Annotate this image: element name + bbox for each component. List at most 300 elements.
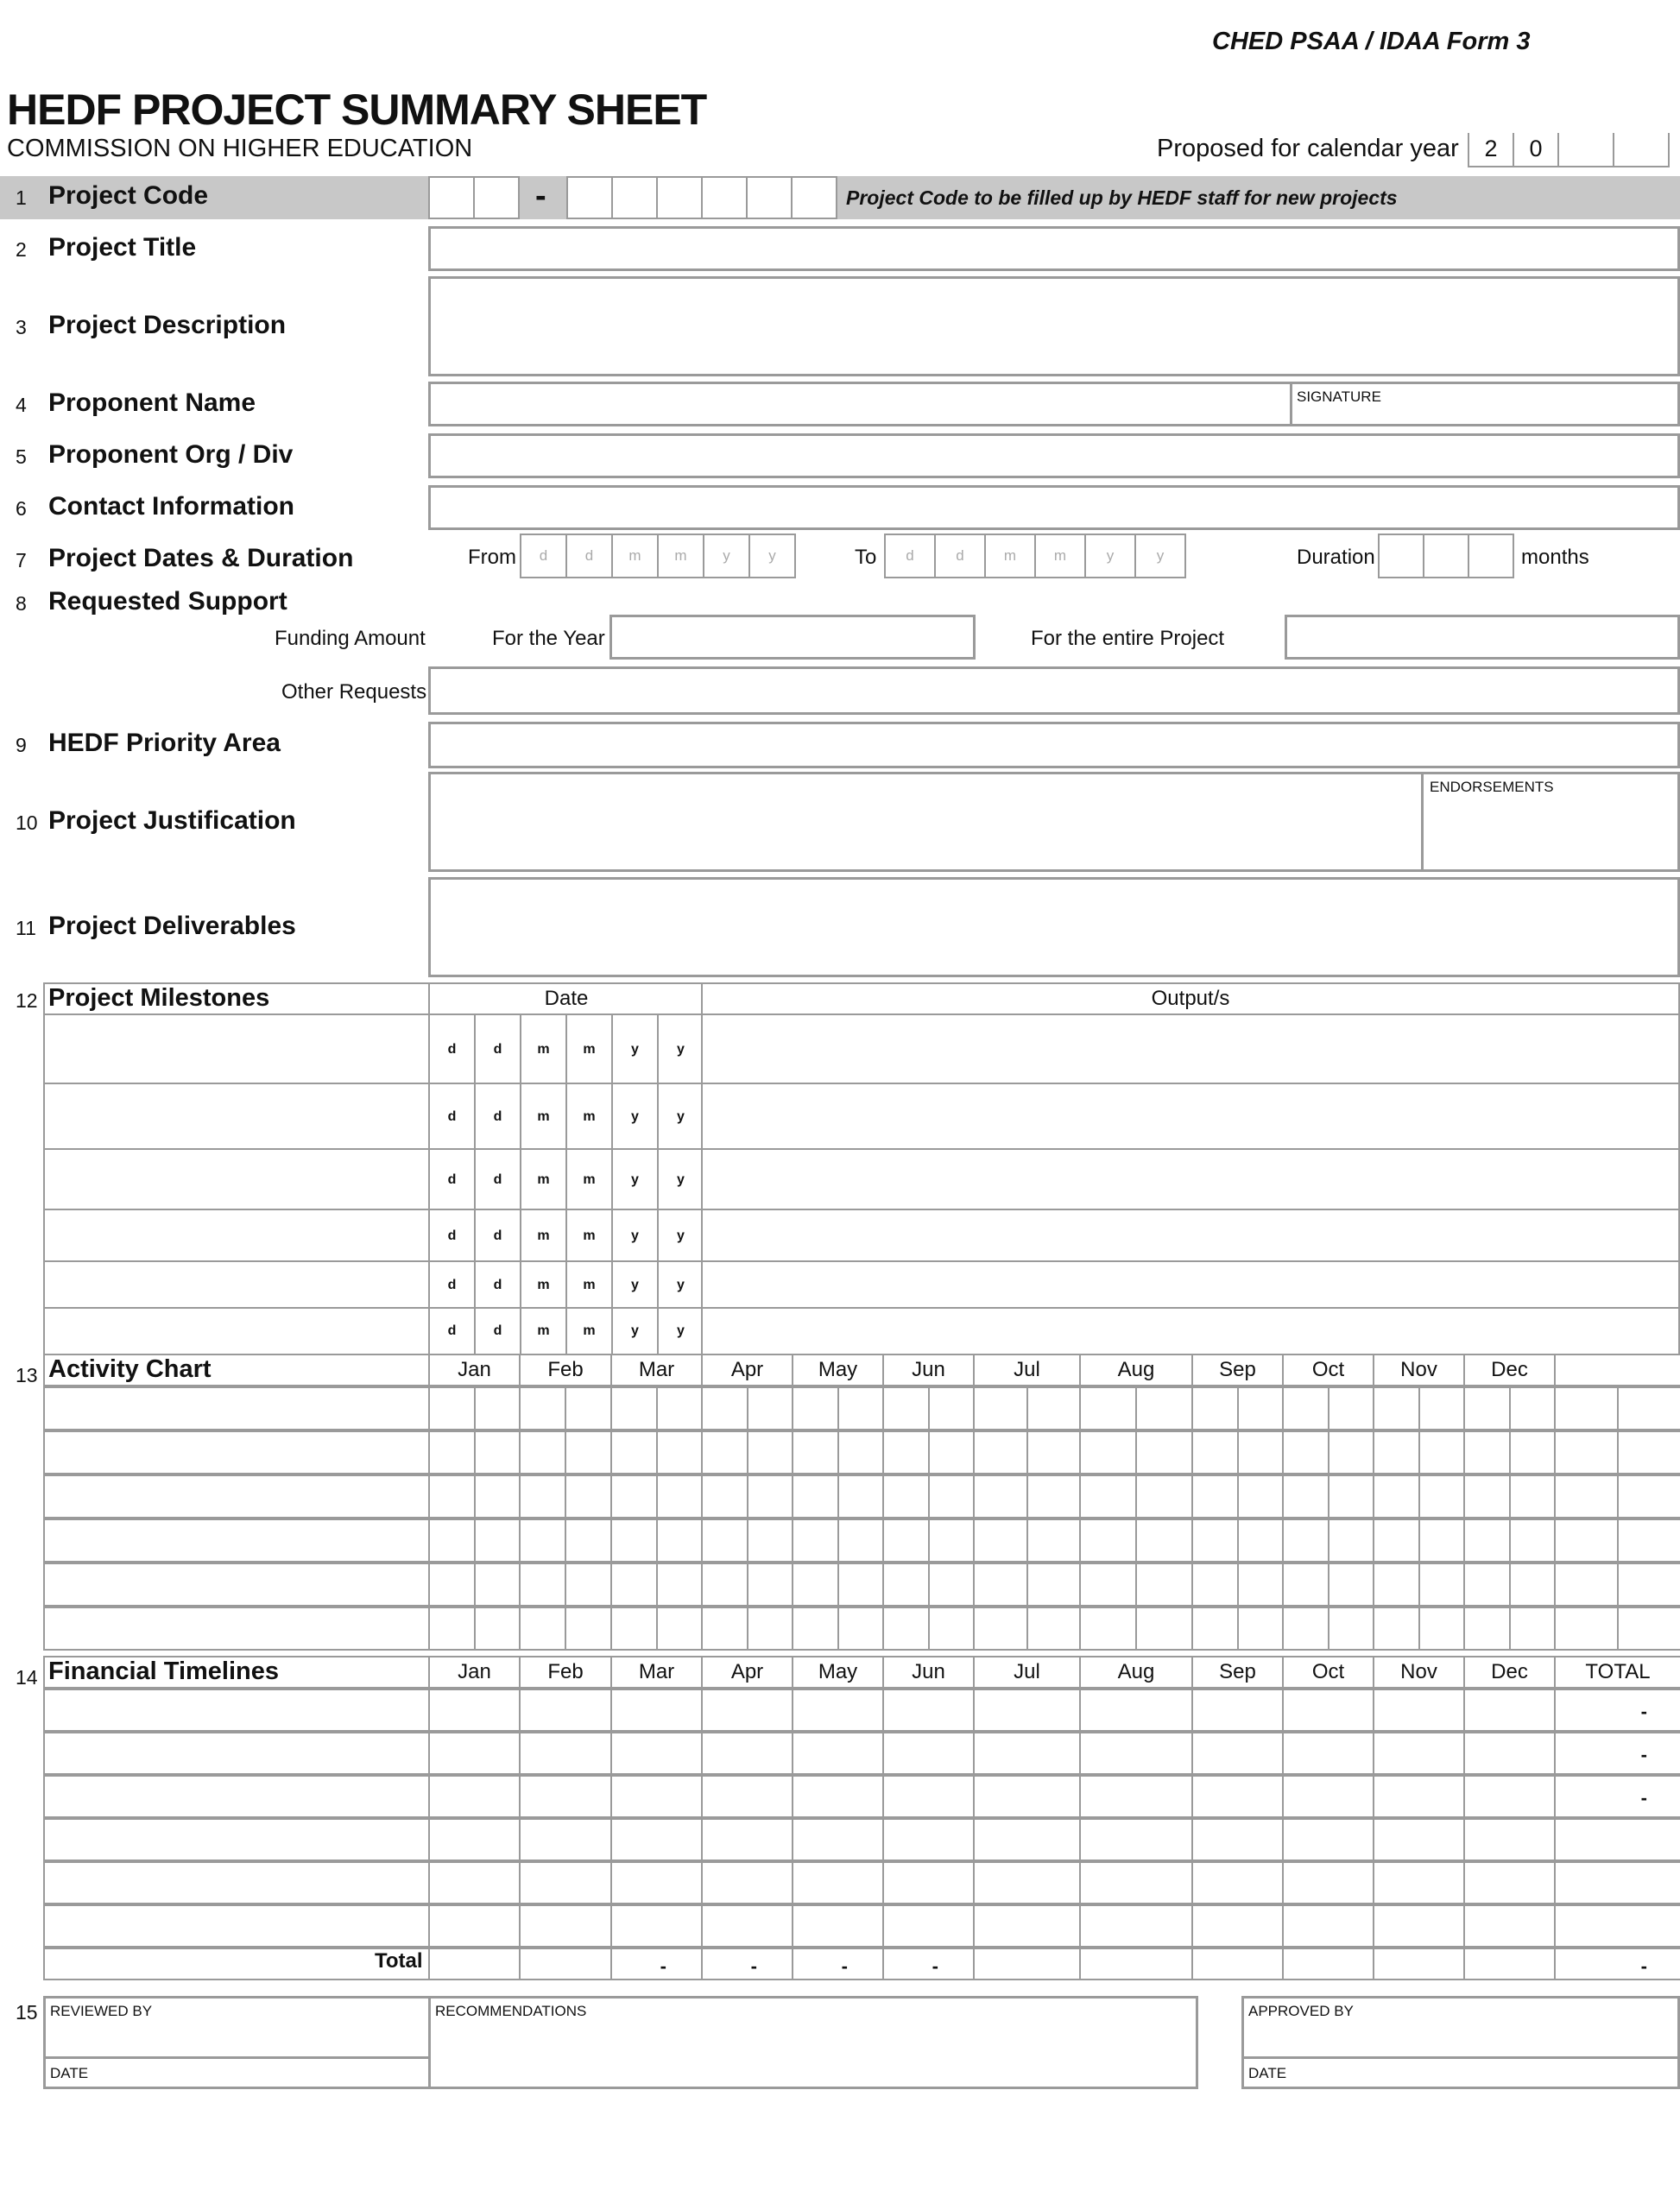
activity-cell[interactable] [474,1607,521,1651]
activity-cell[interactable] [1282,1430,1329,1474]
activity-cell[interactable] [428,1519,476,1563]
milestone-date-digit[interactable]: d [428,1148,476,1212]
activity-cell[interactable] [701,1519,748,1563]
financial-item-input[interactable] [43,1775,432,1818]
activity-cell[interactable] [837,1474,884,1519]
activity-cell[interactable] [1026,1430,1081,1474]
activity-cell[interactable] [792,1519,839,1563]
project-code-digit[interactable] [473,176,520,219]
activity-cell[interactable] [1509,1474,1556,1519]
activity-cell[interactable] [1328,1607,1374,1651]
milestone-date-digit[interactable]: y [657,1148,704,1212]
project-code-digit[interactable] [791,176,837,219]
milestone-output-input[interactable] [701,1209,1680,1264]
milestone-date-digit[interactable]: m [520,1148,567,1212]
duration-digit[interactable] [1468,534,1514,578]
milestone-date-digit[interactable]: y [657,1209,704,1264]
activity-cell[interactable] [565,1474,612,1519]
financial-amount-cell[interactable] [792,1818,884,1861]
activity-cell[interactable] [1282,1474,1329,1519]
activity-cell[interactable] [1373,1563,1420,1607]
financial-amount-cell[interactable] [428,1861,521,1904]
activity-cell[interactable] [1463,1519,1511,1563]
financial-amount-cell[interactable] [428,1732,521,1775]
financial-item-input[interactable] [43,1861,432,1904]
activity-cell[interactable] [882,1607,930,1651]
activity-cell[interactable] [1237,1430,1284,1474]
activity-cell[interactable] [474,1474,521,1519]
financial-amount-cell[interactable] [973,1861,1081,1904]
activity-cell[interactable] [1509,1607,1556,1651]
activity-cell[interactable] [1026,1474,1081,1519]
activity-cell[interactable] [519,1563,566,1607]
milestone-date-digit[interactable]: d [474,1148,521,1212]
activity-cell[interactable] [837,1386,884,1430]
milestone-date-digit[interactable]: d [428,1260,476,1310]
financial-amount-cell[interactable] [701,1732,793,1775]
financial-amount-cell[interactable] [882,1861,975,1904]
activity-cell[interactable] [1418,1607,1465,1651]
activity-name-input[interactable] [43,1474,432,1519]
financial-item-input[interactable] [43,1689,432,1732]
financial-amount-cell[interactable] [519,1861,612,1904]
project-code-digit[interactable] [611,176,658,219]
activity-cell[interactable] [1026,1563,1081,1607]
activity-cell[interactable] [1617,1386,1680,1430]
milestone-name-input[interactable] [43,1307,432,1355]
activity-cell[interactable] [519,1474,566,1519]
project-code-digit[interactable] [566,176,613,219]
calendar-year-digit[interactable] [1613,133,1670,167]
activity-cell[interactable] [928,1386,975,1430]
financial-amount-cell[interactable] [973,1818,1081,1861]
from-date-digit[interactable]: m [657,534,704,578]
financial-amount-cell[interactable] [1373,1904,1465,1948]
activity-cell[interactable] [565,1519,612,1563]
financial-item-input[interactable] [43,1904,432,1948]
financial-amount-cell[interactable] [610,1732,703,1775]
financial-amount-cell[interactable] [1191,1732,1284,1775]
activity-cell[interactable] [656,1386,703,1430]
activity-cell[interactable] [1079,1430,1137,1474]
activity-cell[interactable] [1463,1607,1511,1651]
financial-amount-cell[interactable] [1373,1689,1465,1732]
activity-cell[interactable] [1079,1563,1137,1607]
activity-cell[interactable] [1135,1519,1193,1563]
activity-cell[interactable] [1191,1519,1239,1563]
calendar-year-digit[interactable] [1557,133,1614,167]
activity-cell[interactable] [928,1474,975,1519]
activity-cell[interactable] [1026,1386,1081,1430]
financial-amount-cell[interactable] [973,1904,1081,1948]
financial-amount-cell[interactable] [1373,1775,1465,1818]
activity-cell[interactable] [474,1430,521,1474]
financial-amount-cell[interactable] [1463,1775,1556,1818]
financial-amount-cell[interactable] [882,1689,975,1732]
activity-cell[interactable] [1373,1430,1420,1474]
activity-cell[interactable] [610,1563,658,1607]
milestone-date-digit[interactable]: y [611,1209,659,1264]
activity-cell[interactable] [1328,1563,1374,1607]
activity-cell[interactable] [701,1563,748,1607]
activity-cell[interactable] [701,1430,748,1474]
activity-cell[interactable] [1463,1563,1511,1607]
activity-cell[interactable] [1617,1430,1680,1474]
financial-amount-cell[interactable] [1463,1861,1556,1904]
activity-cell[interactable] [1617,1607,1680,1651]
activity-cell[interactable] [1079,1474,1137,1519]
proponent-org-input[interactable] [428,433,1680,478]
activity-name-input[interactable] [43,1430,432,1474]
activity-cell[interactable] [1373,1474,1420,1519]
activity-cell[interactable] [428,1563,476,1607]
milestone-date-digit[interactable]: y [657,1260,704,1310]
financial-amount-cell[interactable] [428,1818,521,1861]
financial-amount-cell[interactable] [882,1818,975,1861]
activity-cell[interactable] [747,1474,793,1519]
activity-cell[interactable] [565,1386,612,1430]
financial-item-input[interactable] [43,1732,432,1775]
financial-amount-cell[interactable] [701,1818,793,1861]
activity-cell[interactable] [882,1563,930,1607]
project-code-digit[interactable] [701,176,748,219]
activity-cell[interactable] [1135,1563,1193,1607]
milestone-date-digit[interactable]: y [657,1013,704,1086]
activity-cell[interactable] [882,1386,930,1430]
activity-cell[interactable] [1191,1474,1239,1519]
activity-cell[interactable] [1509,1563,1556,1607]
activity-cell[interactable] [1373,1607,1420,1651]
milestone-date-digit[interactable]: y [611,1013,659,1086]
milestone-output-input[interactable] [701,1148,1680,1212]
activity-name-input[interactable] [43,1607,432,1651]
financial-amount-cell[interactable] [610,1689,703,1732]
milestone-output-input[interactable] [701,1013,1680,1086]
activity-cell[interactable] [1418,1386,1465,1430]
activity-cell[interactable] [1079,1519,1137,1563]
activity-cell[interactable] [928,1519,975,1563]
activity-cell[interactable] [1554,1519,1619,1563]
activity-cell[interactable] [1237,1474,1284,1519]
from-date-digit[interactable]: y [748,534,796,578]
activity-name-input[interactable] [43,1563,432,1607]
financial-amount-cell[interactable] [1463,1904,1556,1948]
financial-amount-cell[interactable] [519,1818,612,1861]
activity-cell[interactable] [610,1430,658,1474]
activity-cell[interactable] [837,1563,884,1607]
milestone-date-digit[interactable]: m [565,1260,613,1310]
activity-cell[interactable] [656,1430,703,1474]
project-description-input[interactable] [428,276,1680,376]
milestone-output-input[interactable] [701,1307,1680,1355]
from-date-digit[interactable]: m [611,534,659,578]
activity-cell[interactable] [565,1607,612,1651]
activity-cell[interactable] [1373,1386,1420,1430]
milestone-date-digit[interactable]: m [565,1013,613,1086]
activity-cell[interactable] [837,1430,884,1474]
to-date-digit[interactable]: d [884,534,936,578]
financial-amount-cell[interactable] [1079,1689,1193,1732]
financial-amount-cell[interactable] [1191,1689,1284,1732]
activity-cell[interactable] [928,1607,975,1651]
financial-amount-cell[interactable] [1463,1818,1556,1861]
proponent-name-input[interactable] [428,382,1293,426]
financial-amount-cell[interactable] [610,1904,703,1948]
activity-cell[interactable] [1418,1563,1465,1607]
milestone-name-input[interactable] [43,1260,432,1310]
project-code-digit[interactable] [656,176,703,219]
activity-cell[interactable] [747,1563,793,1607]
financial-amount-cell[interactable] [1282,1689,1374,1732]
activity-cell[interactable] [1282,1607,1329,1651]
financial-amount-cell[interactable] [1079,1818,1193,1861]
activity-cell[interactable] [656,1607,703,1651]
other-requests-input[interactable] [428,666,1680,715]
activity-cell[interactable] [973,1563,1028,1607]
activity-cell[interactable] [1237,1519,1284,1563]
milestone-date-digit[interactable]: m [565,1083,613,1152]
activity-cell[interactable] [1418,1474,1465,1519]
activity-cell[interactable] [1191,1386,1239,1430]
financial-item-input[interactable] [43,1818,432,1861]
financial-amount-cell[interactable] [1373,1861,1465,1904]
from-date-digit[interactable]: d [520,534,567,578]
activity-cell[interactable] [1079,1607,1137,1651]
activity-cell[interactable] [973,1430,1028,1474]
financial-amount-cell[interactable] [1282,1818,1374,1861]
activity-cell[interactable] [519,1607,566,1651]
activity-cell[interactable] [1418,1519,1465,1563]
financial-amount-cell[interactable] [519,1904,612,1948]
activity-cell[interactable] [1079,1386,1137,1430]
milestone-name-input[interactable] [43,1013,432,1086]
milestone-date-digit[interactable]: m [565,1307,613,1355]
activity-cell[interactable] [610,1607,658,1651]
activity-cell[interactable] [1237,1563,1284,1607]
milestone-date-digit[interactable]: d [428,1209,476,1264]
milestone-date-digit[interactable]: d [474,1307,521,1355]
activity-cell[interactable] [701,1474,748,1519]
project-code-digit[interactable] [746,176,793,219]
financial-amount-cell[interactable] [1282,1732,1374,1775]
activity-cell[interactable] [973,1607,1028,1651]
activity-cell[interactable] [565,1430,612,1474]
activity-cell[interactable] [610,1474,658,1519]
activity-cell[interactable] [428,1607,476,1651]
milestone-date-digit[interactable]: d [474,1083,521,1152]
activity-cell[interactable] [701,1607,748,1651]
activity-cell[interactable] [610,1386,658,1430]
financial-amount-cell[interactable] [882,1904,975,1948]
activity-cell[interactable] [1328,1430,1374,1474]
financial-amount-cell[interactable] [1191,1904,1284,1948]
milestone-name-input[interactable] [43,1209,432,1264]
financial-amount-cell[interactable] [701,1861,793,1904]
activity-cell[interactable] [792,1474,839,1519]
activity-cell[interactable] [882,1430,930,1474]
financial-amount-cell[interactable] [1373,1732,1465,1775]
financial-amount-cell[interactable] [792,1775,884,1818]
financial-amount-cell[interactable] [1079,1861,1193,1904]
financial-amount-cell[interactable] [792,1732,884,1775]
activity-cell[interactable] [1554,1430,1619,1474]
activity-cell[interactable] [428,1474,476,1519]
activity-cell[interactable] [1135,1607,1193,1651]
milestone-date-digit[interactable]: m [565,1148,613,1212]
activity-cell[interactable] [1135,1430,1193,1474]
milestone-date-digit[interactable]: y [611,1083,659,1152]
activity-cell[interactable] [1282,1519,1329,1563]
activity-cell[interactable] [973,1519,1028,1563]
activity-cell[interactable] [792,1563,839,1607]
calendar-year-digit[interactable]: 2 [1468,133,1514,167]
milestone-date-digit[interactable]: y [611,1260,659,1310]
financial-amount-cell[interactable] [1282,1904,1374,1948]
activity-cell[interactable] [519,1430,566,1474]
activity-cell[interactable] [610,1519,658,1563]
activity-cell[interactable] [1554,1563,1619,1607]
activity-name-input[interactable] [43,1519,432,1563]
financial-amount-cell[interactable] [519,1732,612,1775]
milestone-name-input[interactable] [43,1083,432,1152]
financial-amount-cell[interactable] [610,1818,703,1861]
activity-cell[interactable] [1328,1386,1374,1430]
activity-cell[interactable] [1282,1563,1329,1607]
activity-cell[interactable] [1554,1474,1619,1519]
activity-cell[interactable] [1554,1386,1619,1430]
project-justification-input[interactable] [428,772,1424,872]
milestone-name-input[interactable] [43,1148,432,1212]
to-date-digit[interactable]: d [934,534,986,578]
milestone-date-digit[interactable]: m [520,1083,567,1152]
financial-amount-cell[interactable] [1282,1775,1374,1818]
activity-name-input[interactable] [43,1386,432,1430]
financial-amount-cell[interactable] [1191,1818,1284,1861]
activity-cell[interactable] [1237,1607,1284,1651]
approved-date-field[interactable] [1241,2056,1680,2089]
milestone-date-digit[interactable]: d [428,1307,476,1355]
activity-cell[interactable] [1617,1519,1680,1563]
for-entire-project-input[interactable] [1285,615,1680,660]
activity-cell[interactable] [1237,1386,1284,1430]
milestone-date-digit[interactable]: y [657,1083,704,1152]
to-date-digit[interactable]: y [1084,534,1136,578]
activity-cell[interactable] [474,1519,521,1563]
duration-digit[interactable] [1423,534,1469,578]
milestone-date-digit[interactable]: m [520,1209,567,1264]
financial-amount-cell[interactable] [1463,1732,1556,1775]
duration-digit[interactable] [1378,534,1424,578]
financial-amount-cell[interactable] [428,1689,521,1732]
activity-cell[interactable] [428,1386,476,1430]
activity-cell[interactable] [1509,1386,1556,1430]
milestone-output-input[interactable] [701,1260,1680,1310]
project-title-input[interactable] [428,226,1680,271]
activity-cell[interactable] [747,1386,793,1430]
activity-cell[interactable] [1282,1386,1329,1430]
financial-amount-cell[interactable] [701,1775,793,1818]
activity-cell[interactable] [701,1386,748,1430]
activity-cell[interactable] [1328,1474,1374,1519]
financial-amount-cell[interactable] [973,1689,1081,1732]
milestone-date-digit[interactable]: m [520,1307,567,1355]
activity-cell[interactable] [565,1563,612,1607]
activity-cell[interactable] [519,1386,566,1430]
financial-amount-cell[interactable] [882,1775,975,1818]
activity-cell[interactable] [1191,1607,1239,1651]
financial-amount-cell[interactable] [610,1775,703,1818]
activity-cell[interactable] [1026,1519,1081,1563]
activity-cell[interactable] [792,1386,839,1430]
activity-cell[interactable] [837,1519,884,1563]
activity-cell[interactable] [1617,1563,1680,1607]
financial-amount-cell[interactable] [1191,1775,1284,1818]
from-date-digit[interactable]: d [565,534,613,578]
activity-cell[interactable] [1463,1386,1511,1430]
milestone-date-digit[interactable]: d [474,1013,521,1086]
activity-cell[interactable] [1191,1430,1239,1474]
financial-amount-cell[interactable] [428,1775,521,1818]
financial-amount-cell[interactable] [1191,1861,1284,1904]
activity-cell[interactable] [928,1430,975,1474]
activity-cell[interactable] [882,1474,930,1519]
reviewed-date-field[interactable] [43,2056,432,2089]
activity-cell[interactable] [792,1430,839,1474]
activity-cell[interactable] [1026,1607,1081,1651]
financial-amount-cell[interactable] [519,1689,612,1732]
activity-cell[interactable] [656,1474,703,1519]
financial-amount-cell[interactable] [882,1732,975,1775]
to-date-digit[interactable]: m [1034,534,1086,578]
calendar-year-digit[interactable]: 0 [1513,133,1559,167]
milestone-date-digit[interactable]: m [520,1013,567,1086]
activity-cell[interactable] [792,1607,839,1651]
activity-cell[interactable] [747,1519,793,1563]
financial-amount-cell[interactable] [1373,1818,1465,1861]
contact-info-input[interactable] [428,485,1680,530]
milestone-date-digit[interactable]: m [565,1209,613,1264]
milestone-date-digit[interactable]: d [474,1260,521,1310]
milestone-date-digit[interactable]: d [474,1209,521,1264]
milestone-date-digit[interactable]: y [611,1307,659,1355]
activity-cell[interactable] [519,1519,566,1563]
financial-amount-cell[interactable] [792,1861,884,1904]
activity-cell[interactable] [656,1563,703,1607]
activity-cell[interactable] [1509,1519,1556,1563]
financial-amount-cell[interactable] [792,1904,884,1948]
activity-cell[interactable] [1135,1474,1193,1519]
activity-cell[interactable] [1418,1430,1465,1474]
financial-amount-cell[interactable] [1079,1732,1193,1775]
project-code-digit[interactable] [428,176,475,219]
activity-cell[interactable] [1328,1519,1374,1563]
priority-area-input[interactable] [428,722,1680,768]
milestone-date-digit[interactable]: d [428,1083,476,1152]
financial-amount-cell[interactable] [973,1732,1081,1775]
financial-amount-cell[interactable] [519,1775,612,1818]
financial-amount-cell[interactable] [701,1904,793,1948]
financial-amount-cell[interactable] [1463,1689,1556,1732]
financial-amount-cell[interactable] [701,1689,793,1732]
to-date-digit[interactable]: m [984,534,1036,578]
activity-cell[interactable] [747,1607,793,1651]
activity-cell[interactable] [973,1474,1028,1519]
financial-amount-cell[interactable] [1079,1775,1193,1818]
activity-cell[interactable] [656,1519,703,1563]
activity-cell[interactable] [973,1386,1028,1430]
activity-cell[interactable] [928,1563,975,1607]
project-deliverables-input[interactable] [428,877,1680,977]
